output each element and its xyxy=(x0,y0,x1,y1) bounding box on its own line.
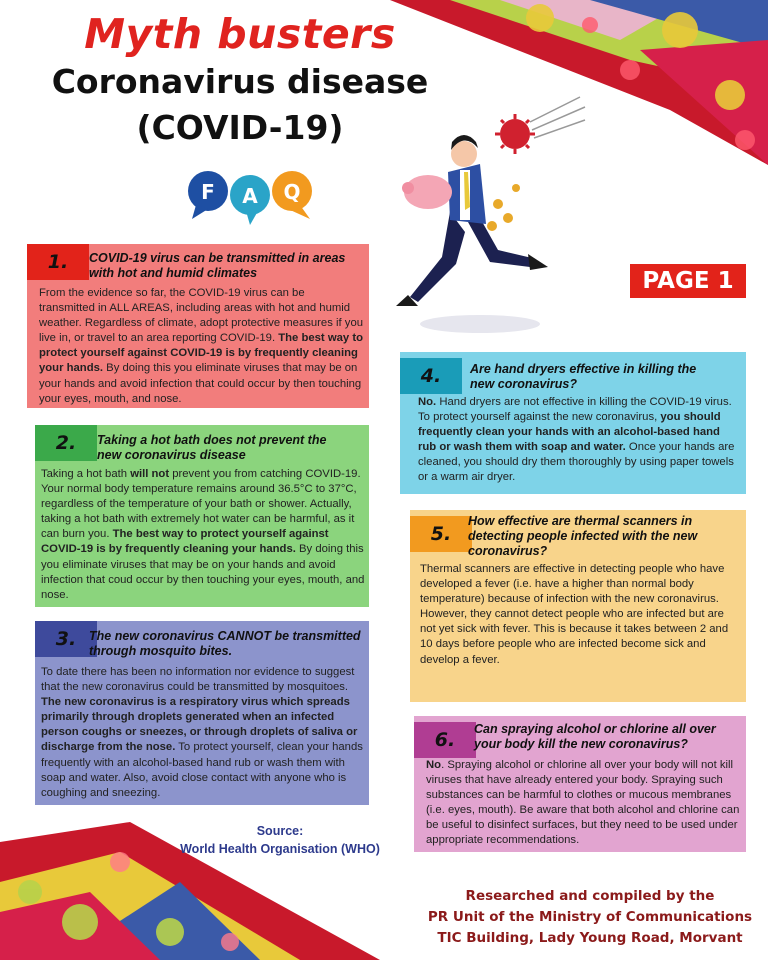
subtitle-line-1: Coronavirus disease xyxy=(51,62,429,101)
card-question: Are hand dryers effective in killing the new coronavirus? xyxy=(470,362,697,391)
card-body-run: However, they cannot detect people who are infected but are not yet sick with fever. This is because it takes between 2 and 10 days before people who are infected become sick and develop a fever. xyxy=(420,608,729,666)
card-body-run: From the evidence so far, the COVID-19 virus can be transmitted in ALL AREAS, including areas with hot and humid weather. Regardless of climate, adopt protective measures if you live in, or travel to an area reporting COVID-19. xyxy=(39,287,364,345)
card-body-bold-run: No. xyxy=(418,396,437,408)
card-question: How effective are thermal scanners in detecting people infected with the new coronavirus? xyxy=(468,514,698,558)
page-title: Myth busters xyxy=(84,10,396,58)
card-question: Can spraying alcohol or chlorine all over your body kill the new coronavirus? xyxy=(474,722,716,751)
faq-bubble-q xyxy=(272,171,312,219)
credit-line-2: PR Unit of the Ministry of Communications xyxy=(427,909,753,925)
card-body-run: prevent you from catching COVID-19. Your normal body temperature remains around 36.5°C to 37°C, regardless of the temperature of your bath or shower. Actually, taking a hot bath with extremely hot water can be harmful, as it can burn you. xyxy=(41,468,361,541)
virus-icon xyxy=(495,114,535,154)
faq-card-1 xyxy=(27,244,369,408)
faq-bubble-f xyxy=(188,171,228,219)
faq-bubbles-icon xyxy=(186,165,316,225)
faq-letter-a: A xyxy=(242,184,258,208)
card-body-bold-run: The best way to protect yourself against COVID-19 is by frequently cleaning your hands. xyxy=(39,332,363,375)
card-body-run: By doing this you eliminate viruses that may be on your hands and avoid infection that coud occur by then touching your eyes, mouth, and nose. xyxy=(41,543,365,601)
card-number: 5. xyxy=(410,516,472,552)
card-question: The new coronavirus CANNOT be transmitted through mosquito bites. xyxy=(89,629,361,658)
card-question: COVID-19 virus can be transmitted in areas with hot and humid climates xyxy=(89,251,346,280)
subtitle-line-2: (COVID-19) xyxy=(136,108,344,147)
card-body-bold-run: you should frequently clean your hands with an alcohol-based hand rub or wash them with soap and water. xyxy=(418,411,721,454)
card-body xyxy=(41,665,365,801)
card-body-run: . Spraying alcohol or chlorine all over your body will not kill viruses that have already entered your body. Spraying such substances can be harmful to clothes or mucous membranes (i.e. eyes, mouth). Be aware that both alcohol and chlorine can be useful to disinfect surfaces, but they need to be used under appropriate recommendations. xyxy=(426,759,740,847)
card-number: 2. xyxy=(35,425,97,461)
card-body-bold-run: will not xyxy=(130,468,170,480)
card-body xyxy=(418,395,740,486)
card-body-bold-run: The new coronavirus is a respiratory virus which spreads primarily through droplets generated when an infected person coughs or sneezes, or through droplets of saliva or discharge from the nose. xyxy=(41,696,358,754)
source-label: Source: xyxy=(256,824,304,838)
card-number: 1. xyxy=(27,244,89,280)
card-body xyxy=(420,562,740,668)
credit-line-3: TIC Building, Lady Young Road, Morvant xyxy=(437,930,743,946)
card-body-run: To protect yourself, clean your hands frequently with an alcohol-based hand rub or wash them with soap and water. Also, avoid close contact with anyone who is coughing and sneezing. xyxy=(41,741,363,799)
card-body-run: Once your hands are cleaned, you should dry them thoroughly by using paper towels or a warm air dryer. xyxy=(418,441,735,484)
running-man-illustration xyxy=(380,92,590,337)
card-body-bold-run: No xyxy=(426,759,442,771)
card-number: 4. xyxy=(400,358,462,394)
faq-letter-f: F xyxy=(201,180,215,204)
card-body-run: Hand dryers are not effective in killing the COVID-19 virus. To protect yourself against the new coronavirus, xyxy=(418,396,732,424)
card-body-run: By doing this you eliminate viruses that may be on your hands and avoid infection that could occur by then touching your eyes, mouth, and nose. xyxy=(39,362,362,405)
source-block xyxy=(170,822,390,858)
card-body-bold-run: The best way to protect yourself against COVID-19 is by frequently cleaning your hands. xyxy=(41,528,329,556)
card-number: 6. xyxy=(414,722,476,758)
card-body-run: Taking a hot bath xyxy=(41,468,131,480)
faq-bubble-a xyxy=(230,175,270,225)
faq-card-3 xyxy=(35,621,369,805)
page-badge: PAGE 1 xyxy=(630,264,746,298)
card-question: Taking a hot bath does not prevent the new coronavirus disease xyxy=(97,433,327,462)
faq-letter-q: Q xyxy=(283,180,301,204)
card-body xyxy=(39,286,363,407)
credit-block xyxy=(420,886,760,949)
faq-card-6 xyxy=(414,716,746,852)
card-body-run: Thermal scanners are effective in detecting people who have developed a fever (i.e. have a higher than normal body temperature) because of infection with the new coronavirus. xyxy=(420,563,725,606)
card-body xyxy=(426,758,742,849)
card-body xyxy=(41,467,365,603)
faq-card-2 xyxy=(35,425,369,607)
faq-card-4 xyxy=(400,352,746,494)
card-number: 3. xyxy=(35,621,97,657)
source-org: World Health Organisation (WHO) xyxy=(180,842,380,856)
faq-card-5 xyxy=(410,510,746,702)
credit-line-1: Researched and compiled by the xyxy=(465,888,715,904)
card-body-run: To date there has been no information nor evidence to suggest that the new coronavirus could be transmitted by mosquitoes. xyxy=(41,666,355,694)
